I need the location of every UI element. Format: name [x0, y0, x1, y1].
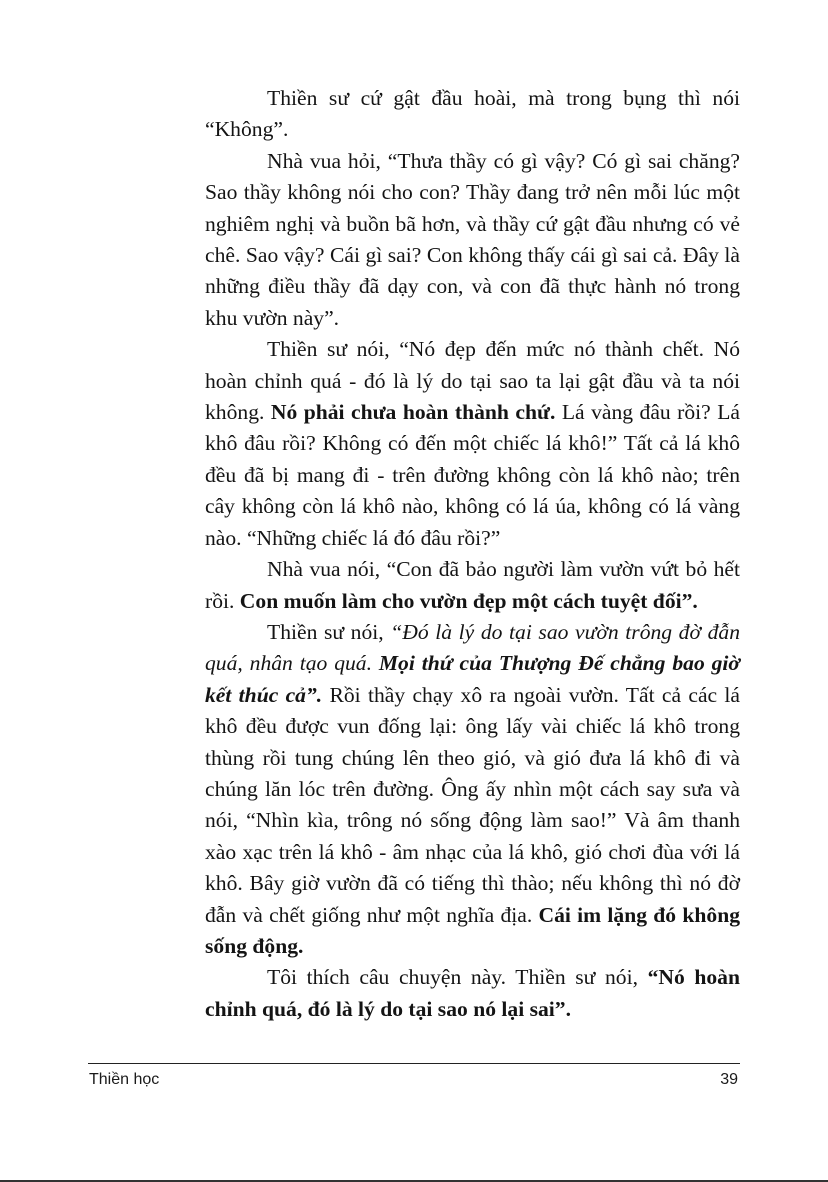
text-run: Nhà vua nói, “Con đã bảo người làm vườn vứt bỏ hết rồi.: [205, 557, 740, 613]
paragraph: [205, 554, 740, 617]
text-run: Mọi thứ của Thượng Đế chẳng bao giờ kết thúc cả”.: [205, 651, 740, 707]
text-run: “Nó hoàn chỉnh quá, đó là lý do tại sao nó lại sai”.: [205, 965, 740, 1021]
page-number: 39: [720, 1071, 738, 1088]
text-run: Nhà vua hỏi, “Thưa thầy có gì vậy? Có gì sai chăng? Sao thầy không nói cho con? Thầy đang trở nên mỗi lúc một nghiêm nghị và buồn bã hơn, và thầy cứ gật đầu nhưng có vẻ chê. Sao vậy? Cái gì sai? Con không thấy cái gì sai cả. Đây là những điều thầy đã dạy con, và con đã thực hành nó trong khu vườn này”.: [205, 148, 740, 330]
text-run: Cái im lặng đó không sống động.: [205, 902, 740, 958]
text-run: Con muốn làm cho vườn đẹp một cách tuyệt đối”.: [239, 588, 698, 613]
paragraph: [205, 617, 740, 962]
text-run: Thiền sư nói,: [267, 619, 391, 644]
paragraph: [205, 334, 740, 554]
body-text: [205, 83, 740, 1025]
footer-book-title: Thiền học: [89, 1071, 160, 1088]
text-run: Lá vàng đâu rồi? Lá khô đâu rồi? Không có đến một chiếc lá khô!” Tất cả lá khô đều đã bị mang đi - trên đường không còn lá khô nào; trên cây không còn lá khô nào, không có lá úa, không có lá vàng nào. “Những chiếc lá đó đâu rồi?”: [205, 400, 740, 550]
text-run: Thiền sư nói, “Nó đẹp đến mức nó thành chết. Nó hoàn chỉnh quá - đó là lý do tại sao ta lại gật đầu và ta nói không.: [205, 337, 740, 425]
text-run: Nó phải chưa hoàn thành chứ.: [270, 400, 556, 425]
text-run: Rồi thầy chạy xô ra ngoài vườn. Tất cả các lá khô đều được vun đống lại: ông lấy vài chiếc lá khô trong thùng rồi tung chúng lên theo gió, và gió đưa lá khô đi và chúng lăn lóc trên đường. Ông ấy nhìn một cách say sưa và nói, “Nhìn kìa, trông nó sống động làm sao!” Và âm thanh xào xạc trên lá khô - âm nhạc của lá khô, gió chơi đùa với lá khô. Bây giờ vườn đã có tiếng thì thào; nếu không thì nó đờ đẫn và chết giống như một nghĩa địa.: [205, 682, 740, 927]
paragraph: [205, 962, 740, 1025]
paragraph: [205, 83, 740, 146]
paragraph: [205, 146, 740, 334]
text-run: “Đó là lý do tại sao vườn trông đờ đẫn quá, nhân tạo quá.: [205, 619, 740, 676]
footer-rule: [88, 1063, 740, 1064]
text-run: Tôi thích câu chuyện này. Thiền sư nói,: [267, 965, 648, 990]
text-run: Thiền sư cứ gật đầu hoài, mà trong bụng thì nói “Không”.: [205, 86, 740, 142]
